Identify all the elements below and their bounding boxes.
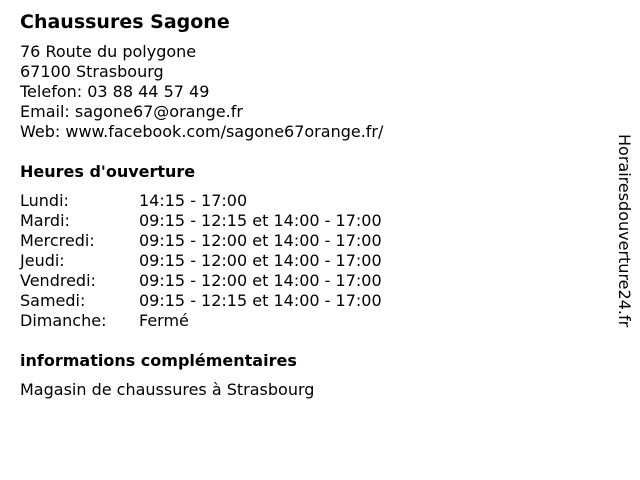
brand-watermark: Horairesdouverture24.fr [615, 134, 634, 328]
hours-row-samedi [20, 291, 600, 311]
hours-row-mercredi [20, 231, 600, 251]
info-heading: informations complémentaires [20, 351, 297, 370]
hours-row-mardi [20, 211, 600, 231]
store-name: Chaussures Sagone [20, 11, 230, 33]
day-hours: 09:15 - 12:00 et 14:00 - 17:00 [139, 231, 382, 250]
day-hours: 09:15 - 12:00 et 14:00 - 17:00 [139, 251, 382, 270]
phone-line: Telefon: 03 88 44 57 49 [20, 82, 210, 101]
day-label: Vendredi: [20, 271, 96, 290]
day-label: Samedi: [20, 291, 86, 310]
day-hours: 09:15 - 12:00 et 14:00 - 17:00 [139, 271, 382, 290]
hours-row-lundi [20, 191, 600, 211]
hours-heading: Heures d'ouverture [20, 162, 196, 181]
day-label: Dimanche: [20, 311, 107, 330]
day-label: Mardi: [20, 211, 70, 230]
hours-table [20, 191, 600, 331]
info-text: Magasin de chaussures à Strasbourg [20, 380, 315, 399]
email-line: Email: sagone67@orange.fr [20, 102, 243, 121]
address-line1: 76 Route du polygone [20, 42, 197, 61]
address-line2: 67100 Strasbourg [20, 62, 164, 81]
web-line: Web: www.facebook.com/sagone67orange.fr/ [20, 122, 384, 141]
hours-row-jeudi [20, 251, 600, 271]
day-hours: 14:15 - 17:00 [139, 191, 248, 210]
hours-row-dimanche [20, 311, 600, 331]
store-card [20, 10, 600, 400]
day-label: Mercredi: [20, 231, 95, 250]
day-label: Jeudi: [20, 251, 65, 270]
day-hours: 09:15 - 12:15 et 14:00 - 17:00 [139, 291, 382, 310]
day-label: Lundi: [20, 191, 69, 210]
day-hours: 09:15 - 12:15 et 14:00 - 17:00 [139, 211, 382, 230]
hours-row-vendredi [20, 271, 600, 291]
day-hours: Fermé [139, 311, 189, 330]
